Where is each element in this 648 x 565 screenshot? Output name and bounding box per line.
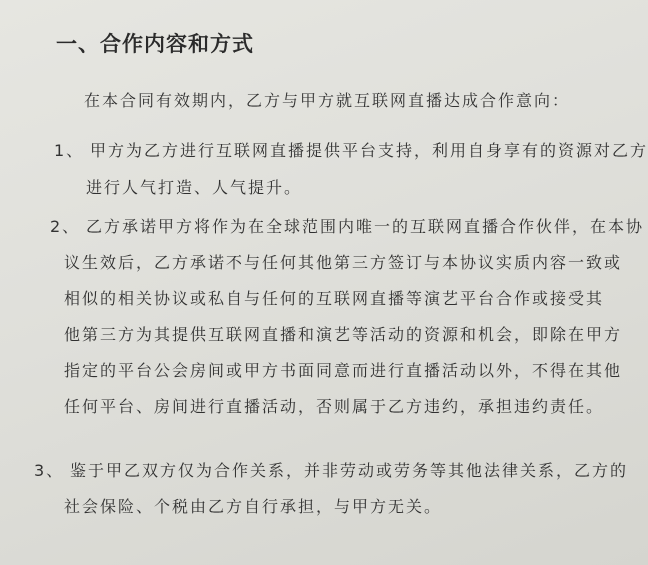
clause-number: 3、 xyxy=(34,461,65,480)
clause-line: 甲方为乙方进行互联网直播提供平台支持，利用自身享有的资源对乙方 xyxy=(90,141,648,160)
clause-number: 1、 xyxy=(54,141,85,160)
section-intro: 在本合同有效期内，乙方与甲方就互联网直播达成合作意向： xyxy=(84,91,571,110)
clause-line: 相似的相关协议或私自与任何的互联网直播等演艺平台合作或接受其 xyxy=(64,289,605,308)
clause-line: 鉴于甲乙双方仅为合作关系，并非劳动或劳务等其他法律关系，乙方的 xyxy=(70,461,629,480)
clause-line: 议生效后，乙方承诺不与任何其他第三方签订与本协议实质内容一致或 xyxy=(64,253,623,272)
section-title: 一、合作内容和方式 xyxy=(56,32,254,56)
clause-number: 2、 xyxy=(50,217,81,236)
clause-line: 任何平台、房间进行直播活动，否则属于乙方违约，承担违约责任。 xyxy=(64,397,605,416)
clause-line: 乙方承诺甲方将作为在全球范围内唯一的互联网直播合作伙伴，在本协 xyxy=(86,217,645,236)
clause-line: 指定的平台公会房间或甲方书面同意而进行直播活动以外，不得在其他 xyxy=(64,361,623,380)
clause-line: 进行人气打造、人气提升。 xyxy=(86,178,303,197)
clause-line: 社会保险、个税由乙方自行承担，与甲方无关。 xyxy=(64,497,443,516)
clause-line: 他第三方为其提供互联网直播和演艺等活动的资源和机会，即除在甲方 xyxy=(64,325,623,344)
